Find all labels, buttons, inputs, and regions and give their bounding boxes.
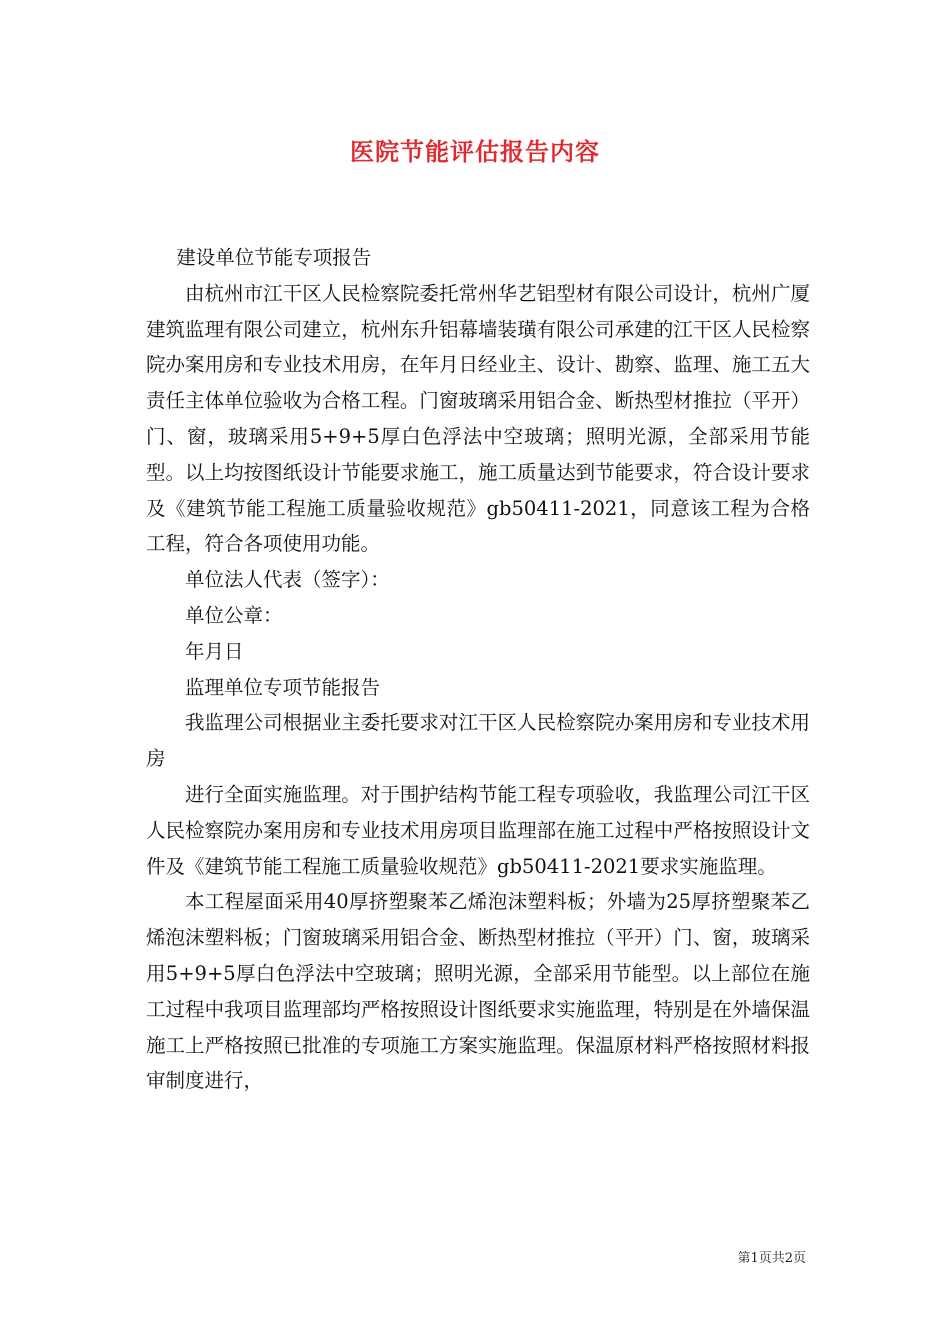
paragraph-heading-construction: 建设单位节能专项报告: [176, 246, 372, 269]
paragraph-unit-seal: 单位公章：: [185, 603, 283, 627]
page-number: 第1页共2页: [737, 1251, 806, 1266]
document-title: 医院节能评估报告内容: [350, 137, 600, 166]
paragraph-legal-rep-signature: 单位法人代表（签字）：: [185, 568, 390, 592]
document-body: [146, 240, 810, 1099]
paragraph-date: 年月日: [185, 639, 244, 663]
paragraph-heading-supervision: 监理单位专项节能报告: [185, 675, 381, 699]
paragraph-supervision-intro: 我监理公司根据业主委托要求对江干区人民检察院办案用房和专业技术用房: [146, 711, 810, 771]
paragraph-supervision-detail: 进行全面实施监理。对于围护结构节能工程专项验收，我监理公司江干区人民检察院办案用房和专业技术用房项目监理部在施工过程中严格按照设计文件及《建筑节能工程施工质量验收规范》gb50411-2021要求实施监理。: [146, 782, 810, 878]
paragraph-materials: 本工程屋面采用40厚挤塑聚苯乙烯泡沫塑料板；外墙为25厚挤塑聚苯乙烯泡沫塑料板；门窗玻璃采用铝合金、断热型材推拉（平开）门、窗，玻璃采用5+9+5厚白色浮法中空玻璃；照明光源，全部采用节能型。以上部位在施工过程中我项目监理部均严格按照设计图纸要求实施监理，特别是在外墙保温施工上严格按照已批准的专项施工方案实施监理。保温原材料严格按照材料报审制度进行，: [146, 890, 810, 1093]
paragraph-construction-report: 由杭州市江干区人民检察院委托常州华艺铝型材有限公司设计，杭州广厦建筑监理有限公司建立，杭州东升铝幕墙装璜有限公司承建的江干区人民检察院办案用房和专业技术用房，在年月日经业主、设计、勘察、监理、施工五大责任主体单位验收为合格工程。门窗玻璃采用铝合金、断热型材推拉（平开）门、窗，玻璃采用5+9+5厚白色浮法中空玻璃；照明光源，全部采用节能型。以上均按图纸设计节能要求施工，施工质量达到节能要求，符合设计要求及《建筑节能工程施工质量验收规范》gb50411-2021，同意该工程为合格工程，符合各项使用功能。: [146, 281, 810, 556]
